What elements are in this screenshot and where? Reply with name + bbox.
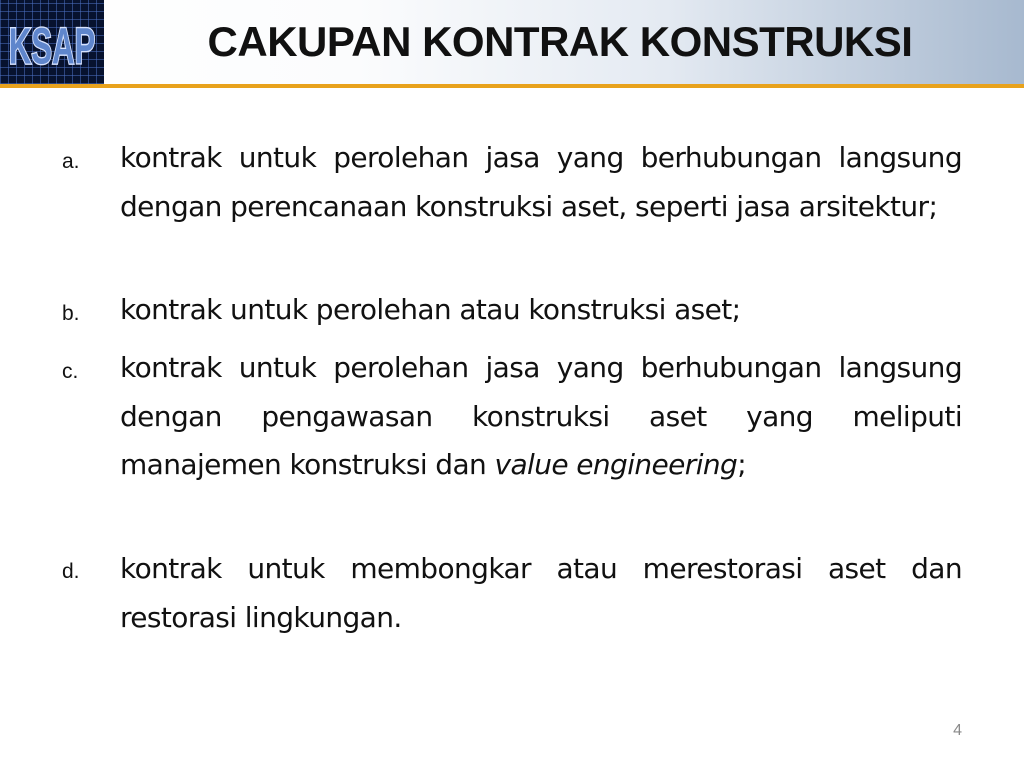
list-marker: c.	[62, 360, 79, 383]
list-item-text: kontrak untuk perolehan atau konstruksi aset;	[120, 293, 741, 326]
italic-term: value engineering	[494, 448, 738, 481]
list-item-text: kontrak untuk perolehan jasa yang berhubungan langsung dengan perencanaan konstruksi aset, seperti jasa arsitektur;	[120, 141, 962, 223]
list-item-text	[120, 344, 962, 490]
list-marker: d.	[62, 560, 80, 583]
list-item-text-part: kontrak untuk perolehan jasa yang berhubungan langsung dengan pengawasan konstruksi aset yang meliputi manajemen konstruksi dan	[120, 351, 962, 481]
ksap-logo-text: KSAP	[8, 17, 96, 75]
list-marker: b.	[62, 302, 80, 325]
list-marker: a.	[62, 150, 80, 173]
list-item-text-part: ;	[737, 448, 747, 481]
list-item-text: kontrak untuk membongkar atau merestorasi aset dan restorasi lingkungan.	[120, 552, 962, 634]
slide-title: CAKUPAN KONTRAK KONSTRUKSI	[207, 18, 913, 65]
page-number: 4	[953, 722, 962, 739]
